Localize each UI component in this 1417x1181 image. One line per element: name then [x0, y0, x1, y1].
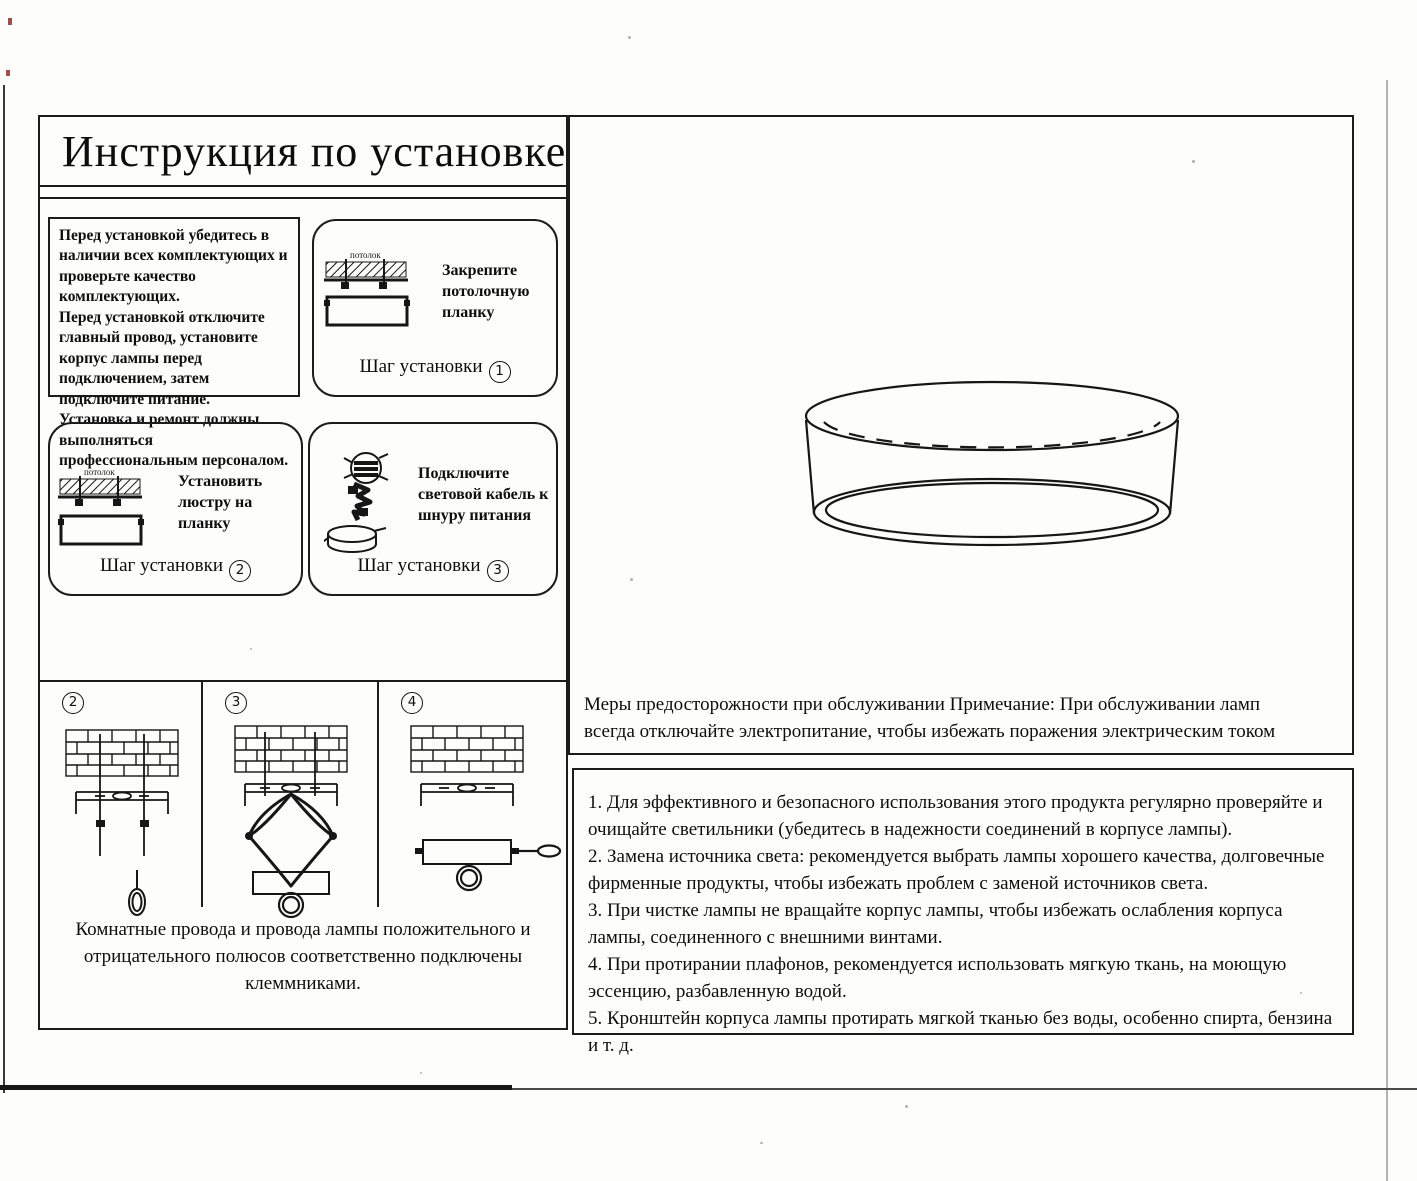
step2-number-badge: 2	[229, 560, 251, 582]
step3-caption: Подключите световой кабель к шнуру питания	[418, 465, 549, 524]
step1-caption: Закрепите потолочную планку	[442, 262, 530, 321]
step3-box	[308, 422, 558, 596]
panel3-number-badge: 3	[225, 692, 247, 714]
step2-box	[48, 422, 303, 596]
step3-number-badge: 3	[487, 560, 509, 582]
scan-speck	[6, 70, 10, 76]
warning-box	[48, 217, 300, 469]
right-panel-bottom	[572, 768, 1354, 1056]
ceiling-bracket-diagram	[324, 249, 436, 341]
scan-speck	[250, 648, 252, 650]
scan-speck	[905, 1105, 908, 1108]
maintenance-list	[574, 770, 1352, 1060]
title-strip	[40, 117, 566, 187]
scan-edge-line-bottom-thick	[0, 1085, 512, 1090]
warning-line-3: Установка и ремонт должны выполняться профессиональным персоналом.	[59, 411, 289, 469]
step2-label: Шаг установки	[99, 555, 224, 577]
maintenance-caution-note: Меры предосторожности при обслуживании Примечание: При обслуживании ламп всегда отключайте электропитание, чтобы избежать поражения электрическим током	[584, 694, 1276, 742]
step1-label: Шаг установки	[359, 356, 483, 378]
scan-edge-line-left	[3, 85, 5, 1093]
right-panel-top	[568, 115, 1354, 755]
step2-footer	[50, 555, 301, 582]
wiring-note: Комнатные провода и провода лампы положительного и отрицательного полюсов соответственно подключены клеммниками.	[75, 919, 531, 994]
lamp-illustration	[792, 372, 1192, 572]
warning-line-1: Перед установкой убедитесь в наличии всех комплектующих и проверьте качество комплектующих.	[59, 227, 288, 306]
mount-panel-3	[203, 682, 377, 922]
ceiling-label: потолок	[350, 250, 381, 260]
step3-footer	[310, 555, 556, 582]
scan-speck	[630, 578, 633, 581]
page-title: Инструкция по установке	[62, 126, 567, 176]
panel4-number-badge: 4	[401, 692, 423, 714]
scan-speck	[1192, 160, 1195, 163]
chandelier-on-bracket-diagram	[58, 466, 170, 558]
scan-speck	[760, 1142, 763, 1144]
cable-connector-diagram	[324, 446, 424, 556]
anchor-bolts-diagram	[40, 708, 201, 922]
scan-edge-line-right	[1386, 80, 1388, 1181]
title-divider	[40, 197, 566, 199]
scan-speck	[1300, 992, 1302, 994]
scan-speck	[420, 1072, 422, 1074]
maintenance-item-2: 2. Замена источника света: рекомендуется выбрать лампы хорошего качества, долговечные фирменные продукты, чтобы избежать проблем с заменой источников света.	[588, 845, 1325, 894]
mount-panel-4	[379, 682, 566, 922]
scan-speck	[8, 18, 12, 25]
spring-wires-diagram	[203, 708, 377, 922]
mount-panel-2	[40, 682, 201, 922]
tighten-screws-diagram	[379, 708, 566, 922]
ceiling-label: потолок	[84, 467, 115, 477]
maintenance-item-5: 5. Кронштейн корпуса лампы протирать мягкой тканью без воды, особенно спирта, бензина и т. д.	[588, 1007, 1333, 1056]
step1-footer	[314, 356, 556, 383]
step2-caption: Установить люстру на планку	[178, 473, 263, 532]
maintenance-item-1: 1. Для эффективного и безопасного использования этого продукта регулярно проверяйте и очищайте светильники (убедитесь в надежности соединений в корпусе лампы).	[588, 792, 1323, 840]
panel2-number-badge: 2	[62, 692, 84, 714]
step1-box	[312, 219, 558, 397]
scan-speck	[628, 36, 631, 39]
left-column	[38, 115, 568, 1030]
step3-label: Шаг установки	[357, 555, 481, 577]
step1-number-badge: 1	[489, 361, 511, 383]
warning-line-2: Перед установкой отключите главный провод, установите корпус лампы перед подключением, затем подключите питание.	[59, 308, 265, 408]
maintenance-item-3: 3. При чистке лампы не вращайте корпус лампы, чтобы избежать ослабления корпуса лампы, соединенного с внешними винтами.	[588, 899, 1283, 948]
maintenance-item-4: 4. При протирании плафонов, рекомендуется использовать мягкую ткань, на моющую эссенцию, разбавленную водой.	[588, 953, 1287, 1002]
